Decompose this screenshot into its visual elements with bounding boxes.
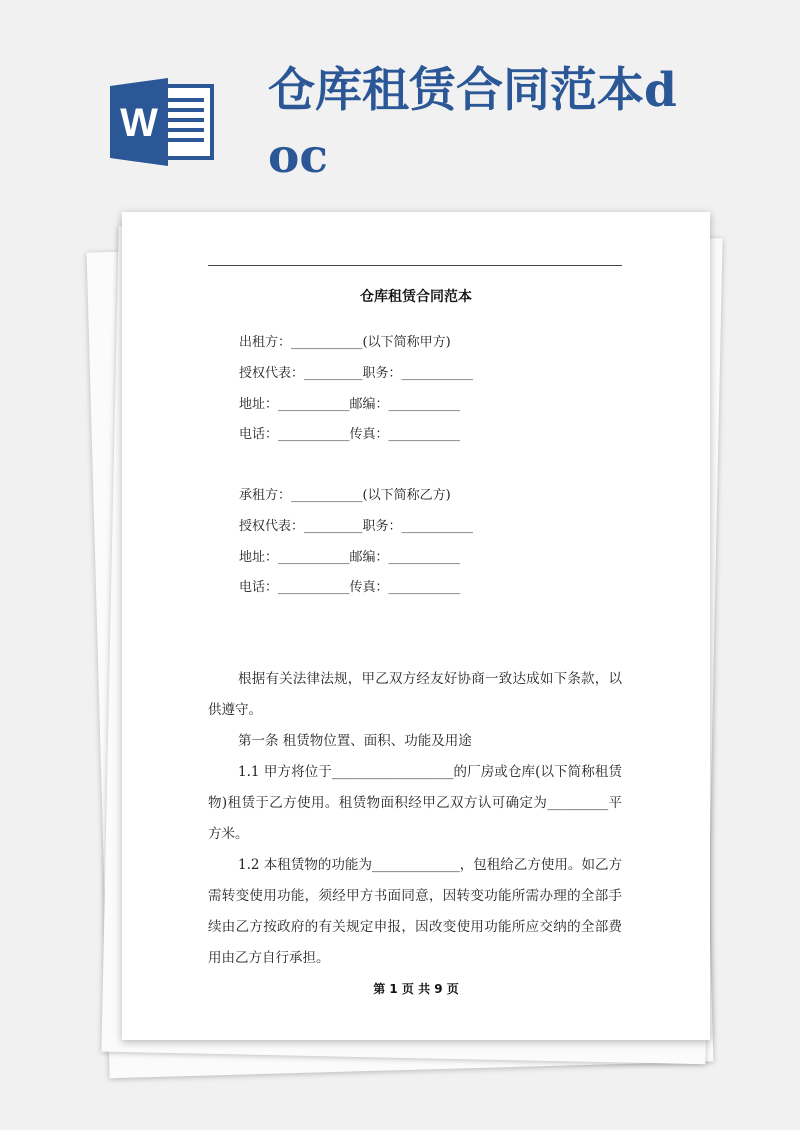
preamble-paragraph: 根据有关法律法规，甲乙双方经友好协商一致达成如下条款，以供遵守。 — [208, 671, 622, 718]
contract-body — [208, 664, 622, 974]
lessee-address-field: 地址：___________邮编：___________ — [239, 550, 461, 565]
page-number: 第 1 页 共 9 页 — [373, 982, 459, 996]
lessee-phone-field: 电话：___________传真：___________ — [239, 580, 461, 595]
lessor-representative-field: 授权代表：_________职务：___________ — [239, 366, 474, 381]
document-title: 仓库租赁合同范本 — [360, 289, 472, 305]
article-heading: 第一条 租赁物位置、面积、功能及用途 — [238, 733, 472, 749]
header-rule — [208, 265, 622, 266]
word-logo-icon — [110, 78, 216, 166]
word-logo-letter: W — [120, 101, 158, 145]
lessor-phone-field: 电话：___________传真：___________ — [239, 427, 461, 442]
lessor-address-field: 地址：___________邮编：___________ — [239, 397, 461, 412]
lessee-name-field: 承租方：___________(以下简称乙方) — [239, 488, 451, 503]
header-title: 仓库租赁合同范本doc — [268, 63, 677, 184]
clause-1-2: 1.2 本租赁物的功能为_____________，包租给乙方使用。如乙方需转变使用功能，须经甲方书面同意，因转变功能所需办理的全部手续由乙方按政府的有关规定申报，因改变使用功能所应交纳的全部费用由乙方自行承担。 — [208, 857, 622, 966]
lessee-representative-field: 授权代表：_________职务：___________ — [239, 519, 474, 534]
lessor-name-field: 出租方：___________(以下简称甲方) — [239, 335, 451, 350]
clause-1-1: 1.1 甲方将位于__________________的厂房或仓库(以下简称租赁物)租赁于乙方使用。租赁物面积经甲乙双方认可确定为_________平方米。 — [208, 764, 622, 842]
document-page — [122, 212, 710, 1040]
